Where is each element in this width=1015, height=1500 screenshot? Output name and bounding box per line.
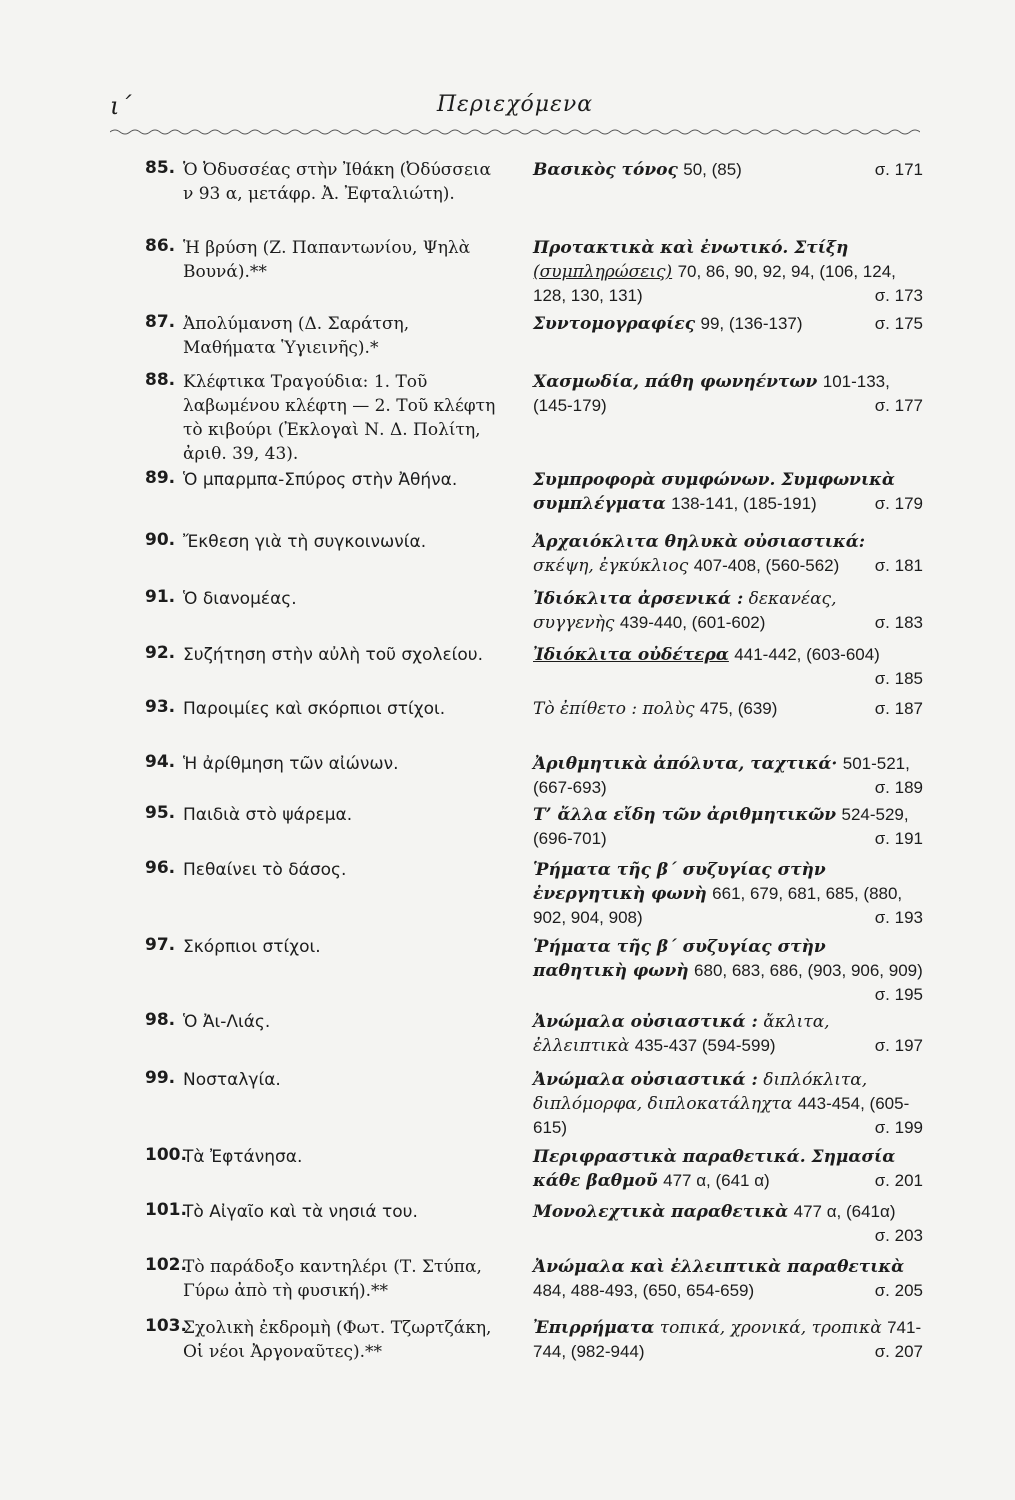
toc-entry-94 (145, 752, 505, 776)
entry-number: 91. (145, 587, 176, 607)
entry-title: Ἡ βρύση (Ζ. Παπαντωνίου, Ψηλὰ Βουνά).** (183, 238, 471, 282)
page-number: ι΄ (110, 92, 132, 120)
entry-title: Σχολικὴ ἐκδρομὴ (Φωτ. Τζωρτζάκη, Οἱ νέοι Ἀργοναῦτες).** (183, 1318, 492, 1362)
entry-number: 100. (145, 1145, 187, 1165)
toc-entry-85 (145, 158, 505, 206)
desc-page: σ. 201 (874, 1171, 923, 1190)
entry-title: Τὰ Ἐφτάνησα. (183, 1147, 303, 1167)
toc-desc-94 (533, 752, 923, 800)
desc-topic: Ἀνώμαλα οὐσιαστικά : (533, 1012, 758, 1032)
desc-refs: 50, (85) (683, 160, 742, 179)
desc-topic: Συντομογραφίες (533, 314, 696, 334)
desc-topic: Περιφραστικὰ παραθετικά. Σημασία κάθε βαθμοῦ (533, 1147, 896, 1191)
toc-desc-98 (533, 1010, 923, 1058)
toc-entry-92 (145, 643, 505, 667)
toc-desc-86 (533, 236, 923, 308)
entry-title: Ὁ μπαρμπα-Σπύρος στὴν Ἀθήνα. (183, 470, 458, 490)
entry-number: 95. (145, 803, 176, 823)
toc-desc-93 (533, 697, 923, 721)
entry-number: 92. (145, 643, 176, 663)
desc-refs: 484, 488-493, (650, 654-659) (533, 1281, 755, 1300)
toc-desc-95 (533, 803, 923, 851)
toc-entry-87 (145, 312, 505, 360)
desc-topic: Ῥήματα τῆς β΄ συζυγίας στὴν ἐνεργητικὴ φωνὴ (533, 860, 826, 904)
desc-topic: Ἀνώμαλα οὐσιαστικά : (533, 1070, 758, 1090)
desc-note: τοπικά, χρονικά, τροπικὰ (659, 1318, 882, 1338)
entry-number: 86. (145, 236, 176, 256)
entry-number: 89. (145, 468, 176, 488)
entry-title: Ὁ Ἀι-Λιάς. (183, 1012, 271, 1032)
toc-entry-101 (145, 1200, 505, 1224)
entry-title: Ἀπολύμανση (Δ. Σαράτση, Μαθήματα Ὑγιεινῆς).* (183, 314, 410, 358)
desc-refs: 443-454, (605-615) (533, 1094, 910, 1137)
desc-refs: 477 α, (641 α) (663, 1171, 770, 1190)
desc-topic: Ἀριθμητικὰ ἀπόλυτα, ταχτικά· (533, 754, 838, 774)
entry-title: Σκόρπιοι στίχοι. (183, 937, 321, 957)
toc-desc-100 (533, 1145, 923, 1193)
desc-page: σ. 187 (874, 699, 923, 718)
entry-title: Παιδιὰ στὸ ψάρεμα. (183, 805, 353, 825)
entry-number: 96. (145, 858, 176, 878)
toc-desc-91 (533, 587, 923, 635)
entry-number: 101. (145, 1200, 187, 1220)
desc-topic: Συμπροφορὰ συμφώνων. Συμφωνικὰ συμπλέγματα (533, 470, 895, 514)
entry-title: Παροιμίες καὶ σκόρπιοι στίχοι. (183, 699, 446, 719)
desc-page: σ. 193 (874, 908, 923, 927)
desc-refs: 680, 683, 686, (903, 906, 909) (694, 961, 923, 980)
desc-topic: Χασμωδία, πάθη φωνηέντων (533, 372, 818, 392)
toc-entry-88 (145, 370, 505, 466)
entry-title: Ἔκθεση γιὰ τὴ συγκοινωνία. (183, 532, 427, 552)
entry-title: Πεθαίνει τὸ δάσος. (183, 860, 347, 880)
toc-entry-103 (145, 1316, 505, 1364)
toc-desc-92 (533, 643, 923, 691)
entry-number: 88. (145, 370, 176, 390)
desc-refs: 435-437 (594-599) (634, 1036, 776, 1055)
entry-number: 93. (145, 697, 176, 717)
toc-entry-90 (145, 530, 505, 554)
desc-page: σ. 191 (874, 829, 923, 848)
running-title: Περιεχόμενα (436, 92, 594, 117)
desc-refs: 441-442, (603-604) (734, 645, 880, 664)
desc-refs: 138-141, (185-191) (671, 494, 817, 513)
desc-topic: Ἀνώμαλα καὶ ἐλλειπτικὰ παραθετικὰ (533, 1257, 905, 1277)
wavy-rule (110, 128, 920, 136)
desc-topic: Τ’ ἄλλα εἴδη τῶν ἀριθμητικῶν (533, 805, 837, 825)
desc-note: ἄκλιτα, ἐλλειπτικὰ (533, 1012, 830, 1056)
desc-note: σκέψη, ἐγκύκλιος (533, 556, 689, 576)
entry-number: 102. (145, 1255, 187, 1275)
entry-number: 94. (145, 752, 176, 772)
desc-refs: 101-133, (145-179) (533, 372, 890, 415)
desc-note: Τὸ ἐπίθετο : πολὺς (533, 699, 695, 719)
toc-desc-102 (533, 1255, 923, 1303)
desc-refs: 99, (136-137) (700, 314, 803, 333)
entry-title: Τὸ παράδοξο καντηλέρι (Τ. Στύπα, Γύρω ἀπὸ τὴ φυσική).** (183, 1257, 482, 1301)
desc-page: σ. 183 (874, 613, 923, 632)
desc-refs: 501-521, (667-693) (533, 754, 910, 797)
toc-desc-101 (533, 1200, 923, 1248)
toc-entry-95 (145, 803, 505, 827)
desc-topic: Ἐπιρρήματα (533, 1318, 655, 1338)
desc-page: σ. 205 (874, 1281, 923, 1300)
desc-note: δεκανέας, συγγενὴς (533, 589, 837, 633)
desc-topic: Ἀρχαιόκλιτα θηλυκὰ οὐσιαστικά: (533, 532, 866, 552)
entry-number: 90. (145, 530, 176, 550)
toc-desc-89 (533, 468, 923, 516)
desc-topic: Ῥήματα τῆς β΄ συζυγίας στὴν παθητικὴ φωνὴ (533, 937, 826, 981)
toc-entry-93 (145, 697, 505, 721)
toc-desc-103 (533, 1316, 923, 1364)
toc-desc-90 (533, 530, 923, 578)
desc-page: σ. 195 (874, 985, 923, 1004)
entry-number: 85. (145, 158, 176, 178)
desc-page: σ. 179 (874, 494, 923, 513)
desc-refs: 741-744, (982-944) (533, 1318, 922, 1361)
desc-refs: 661, 679, 681, 685, (880, 902, 904, 908) (533, 884, 903, 927)
desc-page: σ. 197 (874, 1036, 923, 1055)
desc-note: (συμπληρώσεις) (533, 262, 673, 282)
toc-desc-96 (533, 858, 923, 930)
desc-refs: 439-440, (601-602) (619, 613, 766, 632)
desc-page: σ. 189 (874, 778, 923, 797)
toc-entry-99 (145, 1068, 505, 1092)
entry-title: Ἡ ἀρίθμηση τῶν αἰώνων. (183, 754, 399, 774)
toc-entry-97 (145, 935, 505, 959)
toc-entry-100 (145, 1145, 505, 1169)
desc-refs: 477 α, (641α) (793, 1202, 896, 1221)
desc-topic: Προτακτικὰ καὶ ἐνωτικό. Στίξη (533, 238, 849, 258)
toc-entry-102 (145, 1255, 505, 1303)
toc-desc-99 (533, 1068, 923, 1140)
entry-title: Ὁ Ὀδυσσέας στὴν Ἰθάκη (Ὀδύσσεια ν 93 α, μετάφρ. Ἀ. Ἐφταλιώτη). (183, 160, 491, 204)
page-header (110, 92, 920, 132)
desc-page: σ. 177 (874, 396, 923, 415)
entry-number: 97. (145, 935, 176, 955)
entry-title: Συζήτηση στὴν αὐλὴ τοῦ σχολείου. (183, 645, 484, 665)
entry-number: 87. (145, 312, 176, 332)
toc-desc-87 (533, 312, 923, 336)
toc-entry-96 (145, 858, 505, 882)
desc-page: σ. 185 (874, 669, 923, 688)
desc-page: σ. 199 (874, 1118, 923, 1137)
entry-number: 103. (145, 1316, 187, 1336)
desc-topic: Ἰδιόκλιτα ἀρσενικά : (533, 589, 744, 609)
entry-title: Κλέφτικα Τραγούδια: 1. Τοῦ λαβωμένου κλέφτη — 2. Τοῦ κλέφτη τὸ κιβούρι (Ἐκλογαὶ Ν. Δ. Πολίτη, ἀριθ. 39, 43). (183, 372, 496, 464)
desc-page: σ. 203 (874, 1226, 923, 1245)
desc-page: σ. 171 (874, 160, 923, 179)
desc-note: διπλόκλιτα, διπλόμορφα, διπλοκατάληχτα (533, 1070, 868, 1114)
entry-number: 99. (145, 1068, 176, 1088)
desc-page: σ. 175 (874, 314, 923, 333)
toc-desc-85 (533, 158, 923, 182)
toc-entry-86 (145, 236, 505, 284)
desc-topic: Ἰδιόκλιτα οὐδέτερα (533, 645, 729, 665)
desc-topic: Βασικὸς τόνος (533, 160, 678, 180)
desc-topic: Μονολεχτικὰ παραθετικὰ (533, 1202, 789, 1222)
desc-refs: 475, (639) (699, 699, 778, 718)
entry-number: 98. (145, 1010, 176, 1030)
entry-title: Ὁ διανομέας. (183, 589, 297, 609)
toc-entry-91 (145, 587, 505, 611)
desc-refs: 407-408, (560-562) (693, 556, 840, 575)
toc-desc-88 (533, 370, 923, 418)
desc-refs: 524-529, (696-701) (533, 805, 909, 848)
entry-title: Τὸ Αἰγαῖο καὶ τὰ νησιά του. (183, 1202, 418, 1222)
desc-page: σ. 173 (874, 286, 923, 305)
desc-page: σ. 207 (874, 1342, 923, 1361)
entry-title: Νοσταλγία. (183, 1070, 281, 1090)
desc-page: σ. 181 (874, 556, 923, 575)
desc-refs: 70, 86, 90, 92, 94, (106, 124, 128, 130, 131) (533, 262, 896, 305)
toc-desc-97 (533, 935, 923, 1007)
toc-entry-98 (145, 1010, 505, 1034)
toc-entry-89 (145, 468, 505, 492)
